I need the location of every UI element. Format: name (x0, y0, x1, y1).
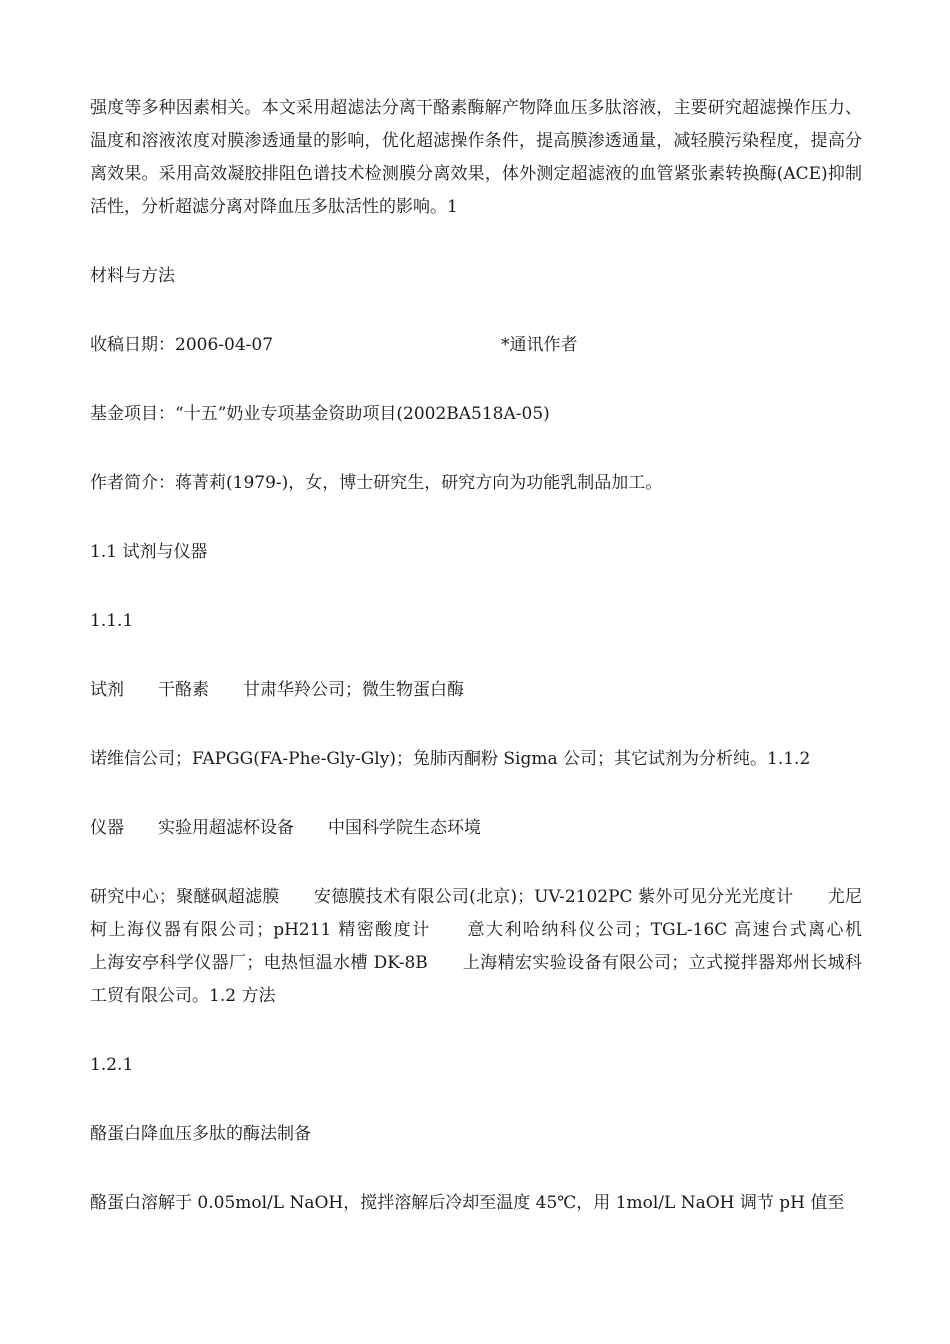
instruments-item: 实验用超滤杯设备 (158, 818, 294, 838)
author-bio: 作者简介：蒋菁莉(1979-)，女，博士研究生，研究方向为功能乳制品加工。 (90, 473, 663, 493)
received-date: 收稿日期：2006-04-07 (90, 335, 274, 355)
reagents-item: 干酪素 (158, 680, 209, 700)
reagents-label: 试剂 (90, 680, 124, 700)
reagents-line (90, 674, 862, 707)
intro-paragraph: 强度等多种因素相关。本文采用超滤法分离干酪素酶解产物降血压多肽溶液，主要研究超滤操作压力、温度和溶液浓度对膜渗透通量的影响，优化超滤操作条件，提高膜渗透通量，减轻膜污染程度，提高分离效果。采用高效凝胶排阻色谱技术检测膜分离效果，体外测定超滤液的血管紧张素转换酶(ACE)抑制活性，分析超滤分离对降血压多肽活性的影响。1 (90, 98, 862, 217)
section-title: 材料与方法 (90, 266, 175, 286)
subsection-1-2-1: 1.2.1 (90, 1055, 134, 1075)
instruments-label: 仪器 (90, 818, 124, 838)
received-row (90, 329, 862, 362)
reagents-supplier: 甘肃华羚公司；微生物蛋白酶 (243, 680, 464, 700)
instruments-line (90, 812, 862, 845)
document-page (90, 92, 896, 1256)
subsection-1-1-1: 1.1.1 (90, 611, 134, 631)
reagents-continuation: 诺维信公司；FAPGG(FA-Phe-Gly-Gly)；兔肺丙酮粉 Sigma 公司；其它试剂为分析纯。1.1.2 (90, 749, 811, 769)
preparation-title: 酪蛋白降血压多肽的酶法制备 (90, 1124, 311, 1144)
instruments-supplier: 中国科学院生态环境 (328, 818, 481, 838)
preparation-text: 酪蛋白溶解于 0.05mol/L NaOH，搅拌溶解后冷却至温度 45℃，用 1mol/L NaOH 调节 pH 值至 (90, 1193, 845, 1213)
fund-note: 基金项目：“十五”奶业专项基金资助项目(2002BA518A-05) (90, 404, 550, 424)
subsection-1-1: 1.1 试剂与仪器 (90, 542, 208, 562)
instruments-paragraph: 研究中心；聚醚砜超滤膜 安德膜技术有限公司(北京)；UV-2102PC 紫外可见分光光度计 尤尼柯上海仪器有限公司；pH211 精密酸度计 意大利哈纳科仪公司；TGL-16C 高速台式离心机 上海安亭科学仪器厂；电热恒温水槽 DK-8B 上海精宏实验设备有限公司；立式搅拌器郑州长城科工贸有限公司。1.2 方法 (90, 887, 896, 1006)
corresponding-author-note: *通讯作者 (501, 335, 578, 355)
